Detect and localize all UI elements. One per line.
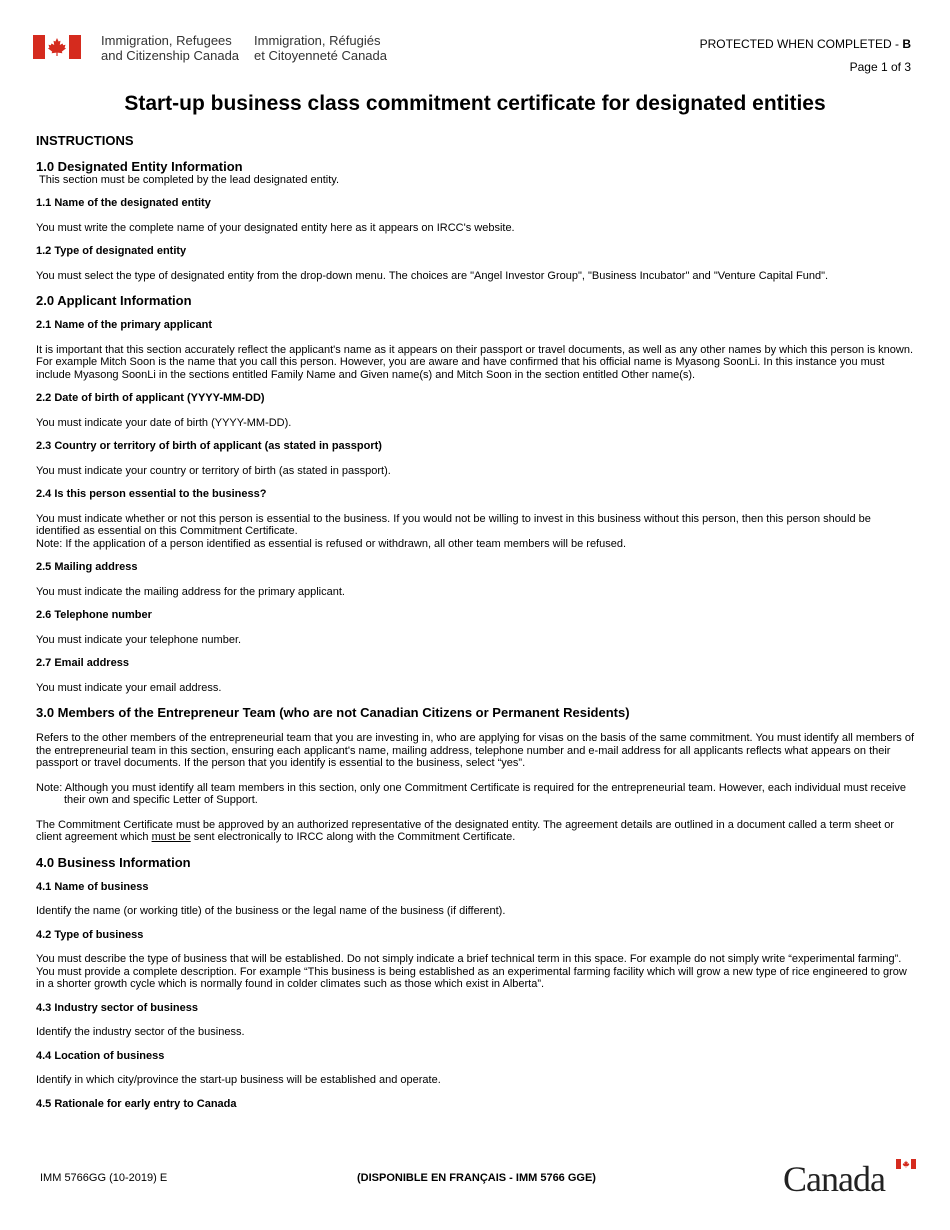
section-4-4-text: Identify in which city/province the start-up business will be established and operate.	[36, 1074, 441, 1086]
department-fr-line-1: Immigration, Réfugiés	[254, 33, 381, 48]
section-1-1-title: 1.1 Name of the designated entity	[36, 197, 211, 209]
section-2-5-text: You must indicate the mailing address for the primary applicant.	[36, 585, 345, 598]
page-number: Page 1 of 3	[849, 60, 911, 74]
section-1-1-text: You must write the complete name of your designated entity here as it appears on IRCC's website.	[36, 221, 515, 234]
section-2-1-title: 2.1 Name of the primary applicant	[36, 319, 213, 331]
section-4-2-title: 4.2 Type of business	[36, 928, 144, 941]
section-2-4-text: You must indicate whether or not this person is essential to the business. If you would not be willing to invest in this business without this person, then this person should be identified as essential on this Commitment Certificate.	[36, 512, 871, 537]
french-availability: (DISPONIBLE EN FRANÇAIS - IMM 5766 GGE)	[357, 1172, 596, 1184]
document-title: Start-up business class commitment certificate for designated entities	[124, 92, 826, 115]
section-4-5-title: 4.5 Rationale for early entry to Canada	[36, 1097, 237, 1110]
department-en-line-1: Immigration, Refugees	[101, 33, 232, 48]
section-2-5-title: 2.5 Mailing address	[36, 561, 138, 573]
section-2-1-text: It is important that this section accurately reflect the applicant's name as it appears on their passport or travel documents, as well as any other names by which this person is known. For example Mitch Soon is the name that you call this person. However, you are aware and have confirmed that his official name is Myasong SoonLi. In this instance you must include Myasong SoonLi in the sections entitled Family Name and Given name(s) and Mitch Soon in the section entitled Other name(s).	[36, 343, 914, 381]
section-4-heading: 4.0 Business Information	[36, 854, 191, 870]
section-2-2-text: You must indicate your date of birth (YYYY-MM-DD).	[36, 416, 292, 429]
section-3-p3-after: sent electronically to IRCC along with the Commitment Certificate.	[190, 831, 516, 843]
section-4-2-text: You must describe the type of business that will be established. Do not simply indicate a brief technical term in this space. For example do not simply write “experimental farming”. You must provide a complete description. For example “This business is being established as an experimental farming facility which will grow a new type of rice engineered to grow in a shorter growth cycle which is normally found in colder climates such as those which exist in Alberta”.	[36, 953, 907, 990]
section-2-4-note: Note: If the application of a person identified as essential is refused or withdrawn, all other team members will be refused.	[36, 537, 627, 550]
department-fr-line-2: et Citoyenneté Canada	[254, 48, 387, 63]
department-name-english	[101, 33, 239, 63]
department-en-line-2: and Citizenship Canada	[101, 48, 240, 63]
section-2-7-title: 2.7 Email address	[36, 657, 129, 669]
section-3-heading: 3.0 Members of the Entrepreneur Team (who are not Canadian Citizens or Permanent Residents)	[36, 705, 630, 720]
section-2-6-text: You must indicate your telephone number.	[36, 633, 242, 646]
section-4-1-text: Identify the name (or working title) of the business or the legal name of the business (if different).	[36, 905, 506, 917]
protected-prefix: PROTECTED WHEN COMPLETED -	[699, 37, 903, 51]
wordmark-flag-icon	[896, 1159, 916, 1169]
department-name-french	[254, 33, 387, 63]
protected-level: B	[902, 37, 911, 51]
section-3-note: Note: Although you must identify all team members in this section, only one Commitment Certificate is required for the entrepreneurial team. However, each individual must receive their own and specific Letter of Support.	[36, 781, 907, 806]
section-3-paragraph-3	[36, 819, 916, 844]
section-4-4-title: 4.4 Location of business	[36, 1049, 165, 1062]
section-2-4-title: 2.4 Is this person essential to the business?	[36, 488, 267, 500]
section-2-2-title: 2.2 Date of birth of applicant (YYYY-MM-DD)	[36, 392, 265, 404]
section-1-intro: This section must be completed by the lead designated entity.	[39, 173, 340, 186]
section-1-2-title: 1.2 Type of designated entity	[36, 245, 187, 257]
section-2-6-title: 2.6 Telephone number	[36, 609, 152, 621]
section-2-heading: 2.0 Applicant Information	[36, 293, 192, 308]
form-number: IMM 5766GG (10-2019) E	[40, 1172, 168, 1184]
section-3-p3-underline: must be	[151, 831, 191, 843]
section-2-3-text: You must indicate your country or territory of birth (as stated in passport).	[36, 464, 391, 477]
section-1-heading: 1.0 Designated Entity Information	[36, 158, 243, 174]
section-2-7-text: You must indicate your email address.	[36, 681, 222, 694]
section-3-p3-before: The Commitment Certificate must be approved by an authorized representative of the designated entity. The agreement details are outlined in a document called a term sheet or client agreement which	[36, 818, 895, 843]
section-1-2-text: You must select the type of designated entity from the drop-down menu. The choices are "Angel Investor Group", "Business Incubator" and "Venture Capital Fund".	[36, 269, 829, 282]
page-header	[0, 0, 950, 90]
instructions-content	[36, 133, 916, 1110]
instructions-heading: INSTRUCTIONS	[36, 133, 134, 148]
section-4-1-title: 4.1 Name of business	[36, 880, 149, 893]
section-4-3-title: 4.3 Industry sector of business	[36, 1001, 198, 1014]
protected-label	[700, 37, 911, 51]
section-2-3-title: 2.3 Country or territory of birth of applicant (as stated in passport)	[36, 440, 382, 452]
section-3-paragraph-1: Refers to the other members of the entrepreneurial team that you are investing in, who are applying for visas on the basis of the same commitment. You must identify all members of the entrepreneurial team in this section, ensuring each applicant's name, mailing address, telephone number and e-mail address for all applicants reflects what appears on their passport or travel documents. If the person that you identify is essential to the business, select “yes”.	[36, 732, 914, 769]
canada-wordmark: Canada	[783, 1159, 885, 1199]
canada-flag-icon	[33, 35, 81, 59]
section-4-3-text: Identify the industry sector of the business.	[36, 1026, 245, 1038]
